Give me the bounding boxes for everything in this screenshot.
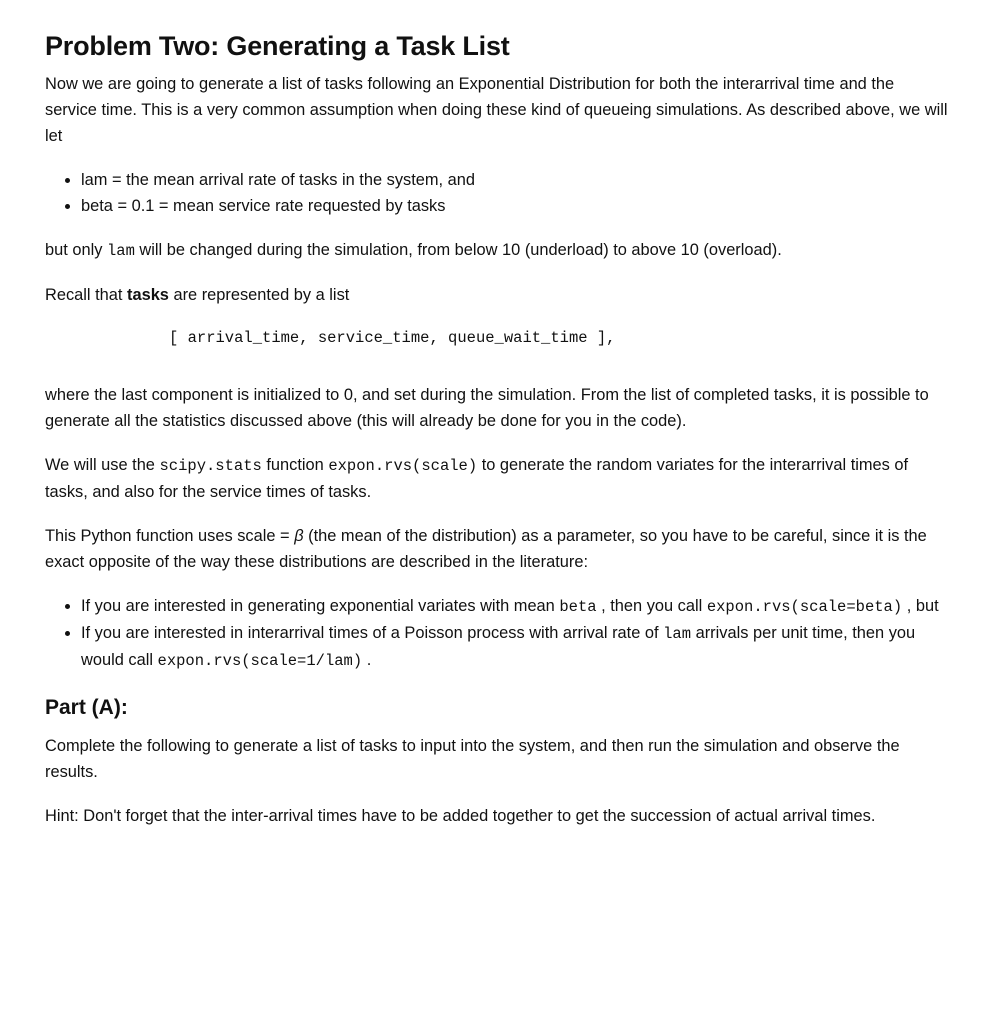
usage-list — [45, 593, 948, 674]
scipy-suffix: to generate the random variates for the interarrival times of tasks, and also for the service times of tasks. — [45, 456, 909, 501]
page-title: Problem Two: Generating a Task List — [45, 31, 510, 61]
lam-code-2: lam — [663, 625, 692, 643]
tasks-bold: tasks — [127, 286, 169, 304]
spacer — [45, 674, 948, 693]
scipy-stats-code: scipy.stats — [159, 457, 262, 475]
scipy-paragraph — [45, 452, 948, 505]
only-lam-paragraph — [45, 237, 948, 264]
list-item-lam: • lam = the mean arrival rate of tasks in the system, and — [81, 167, 948, 193]
b1-middle: , then you call — [596, 597, 707, 615]
recall-prefix: Recall that — [45, 286, 127, 304]
part-a-hint: Hint: Don't forget that the inter-arrival times have to be added together to get the succession of actual arrival times. — [45, 807, 876, 825]
part-a-instructions: Complete the following to generate a list of tasks to input into the system, and then run the simulation and observe the results. — [45, 737, 900, 781]
b1-prefix: If you are interested in generating exponential variates with mean — [81, 597, 560, 615]
only-lam-suffix: will be changed during the simulation, from below 10 (underload) to above 10 (overload). — [134, 241, 782, 259]
scipy-middle: function — [261, 456, 329, 474]
b1-suffix: , but — [902, 597, 939, 615]
b2-prefix: If you are interested in interarrival times of a Poisson process with arrival rate of — [81, 624, 664, 642]
scipy-prefix: We will use the — [45, 456, 160, 474]
expon-scale-beta-code: expon.rvs(scale=beta) — [706, 598, 903, 616]
list-item-poisson — [81, 620, 948, 674]
beta-code: beta — [559, 598, 597, 616]
task-structure-code: [ arrival_time, service_time, queue_wait_time ], — [169, 329, 616, 347]
list-item-beta: • beta = 0.1 = mean service rate requested by tasks — [81, 193, 948, 219]
intro-paragraph: Now we are going to generate a list of tasks following an Exponential Distribution for both the interarrival time and the service time. This is a very common assumption when doing these kind of queueing simulations. As described above, we will let — [45, 75, 948, 145]
scale-suffix: (the mean of the distribution) as a parameter, so you have to be careful, since it is the exact opposite of the way these distributions are described in the literature: — [45, 527, 927, 571]
part-a-heading: Part (A): — [45, 696, 128, 719]
where-paragraph: where the last component is initialized to 0, and set during the simulation. From the list of completed tasks, it is possible to generate all the statistics discussed above (this will already be done for you in the code). — [45, 386, 929, 430]
recall-suffix: are represented by a list — [168, 286, 350, 304]
expon-rvs-code: expon.rvs(scale) — [328, 457, 478, 475]
b2-middle: arrivals per unit time, then you would call — [81, 624, 916, 669]
lam-code: lam — [106, 242, 135, 260]
only-lam-prefix: but only — [45, 241, 107, 259]
expon-scale-lam-code: expon.rvs(scale=1/lam) — [157, 652, 363, 670]
scale-prefix: This Python function uses scale = — [45, 527, 295, 545]
parameter-list — [45, 167, 948, 219]
recall-paragraph — [45, 282, 948, 308]
list-item-mean-beta — [81, 593, 948, 620]
b2-suffix: . — [362, 651, 372, 669]
scale-paragraph — [45, 523, 948, 575]
beta-symbol: β — [294, 527, 304, 545]
